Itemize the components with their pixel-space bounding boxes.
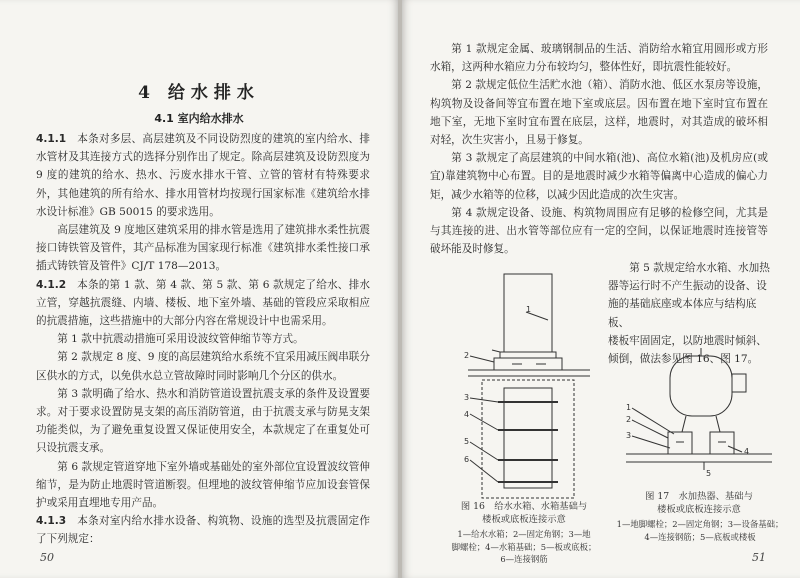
paragraph: 第 2 款规定低位生活贮水池（箱）、消防水池、低区水泵房等设施，构筑物及设备间等宜布置在地下室或底层。因布置在地下室时宜布置在地下室，无地下室时宜布置在底层，这样，地震时，对其造成的破坏相对轻，次生灾害小，且易于修复。: [430, 79, 768, 147]
caption-line: 图 16 给水水箱、水箱基础与: [460, 501, 588, 512]
left-body-text: [36, 130, 370, 549]
page-number: 50: [40, 551, 54, 564]
figure-16-diagram: [464, 272, 594, 500]
equipment-base: [668, 432, 692, 454]
left-page: [0, 0, 398, 578]
paragraph: 第 3 款规定了高层建筑的中间水箱(池)、高位水箱(池)及机房应(或宜)靠建筑物中心布置。目的是地震时减少水箱等偏离中心造成的偏心力矩，减少水箱等的位移，以减少因此造成的次生灾害。: [430, 152, 768, 201]
fig17-label-5: 5: [706, 469, 712, 478]
figure-16-legend: [438, 528, 610, 566]
text-line: 器等运行时不产生振动的设备、设: [608, 280, 767, 293]
paragraph: 第 2 款规定 8 度、9 度的高层建筑给水系统不宜采用减压阀串联分区供水的方式，以免供水总立管故障时同时影响几个分区的供水。: [36, 351, 370, 382]
right-body-text: [430, 40, 768, 258]
paragraph: 第 1 款中抗震动措施可采用设波纹管伸缩节等方式。: [57, 333, 304, 346]
chapter-title: 4 给水排水: [138, 83, 260, 103]
legend-line: 6—连接钢筋: [500, 554, 548, 564]
fig16-label-6: 6: [464, 455, 470, 464]
page-number: 51: [752, 551, 766, 564]
text-line: 楼板牢固固定，以防地震时倾斜、: [608, 334, 767, 347]
section-title: 4.1 室内给水排水: [154, 112, 244, 125]
equipment-base: [710, 432, 734, 454]
water-heater-body: [670, 356, 732, 416]
legend-line: 1—地脚螺栓；2—固定角钢；3—设备基础；: [616, 519, 784, 529]
clause-4-1-3: [36, 512, 370, 548]
clause-number: 4.1.1: [36, 133, 67, 145]
tank-base: [494, 358, 562, 370]
fig17-label-1: 1: [626, 403, 632, 412]
legend-line: 4—连接钢筋；5—底板或楼板: [644, 531, 756, 542]
figure-17-legend: [608, 518, 792, 543]
fig16-label-1: 1: [526, 305, 532, 314]
clause-4-1-2: [36, 276, 370, 331]
paragraph-text: 本条的第 1 款、第 4 款、第 5 款、第 6 款规定了给水、排水立管，穿越抗震缝、内墙、楼板、地下室外墙、基础的管段应采取相应的抗震措施，这些措施中的大部分内容在常规设计中也需采用。: [36, 278, 370, 328]
text-line: 第 5 款规定给水水箱、水加热: [629, 262, 770, 274]
text-line: 施的基础底座或本体应与结构底板、: [608, 298, 757, 329]
paragraph: 第 6 款规定管道穿地下室外墙或基础处的室外部位宜设置波纹管伸缩节，是为防止地震时管道断裂。但埋地的波纹管伸缩节应加设套管保护或采用直埋地专用产品。: [36, 460, 370, 510]
text-line: 倾倒，做法参见图 16、图 17。: [608, 353, 759, 366]
paragraph: 高层建筑及 9 度地区建筑采用的排水管是选用了建筑排水柔性抗震接口铸铁管及管件，其产品标准为国家现行标准《建筑排水柔性接口承插式铸铁管及管件》CJ/T 178—2013。: [36, 224, 370, 273]
clause-number: 4.1.2: [36, 278, 67, 291]
figure-16-caption: [442, 500, 606, 526]
clause-4-1-1: [36, 130, 370, 221]
paragraph-text: 本条对多层、高层建筑及不同设防烈度的建筑的室内给水、排水管材及其连接方式的选择分别作出了规定。除高层建筑及设防烈度为 9 度的建筑的给水、热水、污废水排水干管、立管的管材有特殊要求外，其他建筑的所有给水、排水用管材均按现行国家标准《建筑给水排水设计标准》GB 50015 的要求选用。: [36, 133, 370, 218]
figure-17-diagram: [624, 348, 774, 478]
caption-line: 图 17 水加热器、基础与: [645, 491, 753, 502]
caption-line: 楼板或底板连接示意: [482, 514, 566, 525]
paragraph: 第 4 款规定设备、设施、构筑物周围应有足够的检修空间，尤其是与其连接的进、出水管等部位应有一定的空间，以保证地震时连接管等破坏能及时修复。: [430, 206, 768, 256]
fig17-label-4: 4: [744, 447, 750, 456]
caption-line: 楼板或底板连接示意: [657, 504, 741, 515]
figure-17-caption: [614, 490, 784, 516]
fig16-label-5: 5: [464, 437, 470, 446]
clause-number: 4.1.3: [36, 515, 67, 528]
paragraph: 第 1 款规定金属、玻璃钢制品的生活、消防给水箱宜用圆形或方形水箱，这两种水箱应力分布较均匀，整体性好，即抗震性能较好。: [430, 43, 768, 74]
fig17-label-3: 3: [626, 431, 632, 440]
legend-line: 脚螺栓；4—水箱基础；5—板或底板；: [451, 541, 597, 552]
fig16-label-3: 3: [464, 393, 470, 402]
fig16-label-4: 4: [464, 410, 470, 419]
fig17-label-2: 2: [626, 415, 632, 424]
right-page: [402, 0, 800, 578]
paragraph: 第 3 款明确了给水、热水和消防管道设置抗震支承的条件及设置要求。对于要求设置防晃支架的高压消防管道，由于抗震支承与防晃支架功能类似，为了避免重复设置又保证使用安全，本款规定了在重复处可只设抗震支承。: [36, 387, 370, 455]
paragraph-text: 本条对室内给水排水设备、构筑物、设施的选型及抗震固定作了下列规定：: [36, 515, 370, 546]
legend-line: 1—给水水箱；2—固定角钢；3—地: [457, 529, 591, 539]
fig16-label-2: 2: [464, 351, 470, 360]
